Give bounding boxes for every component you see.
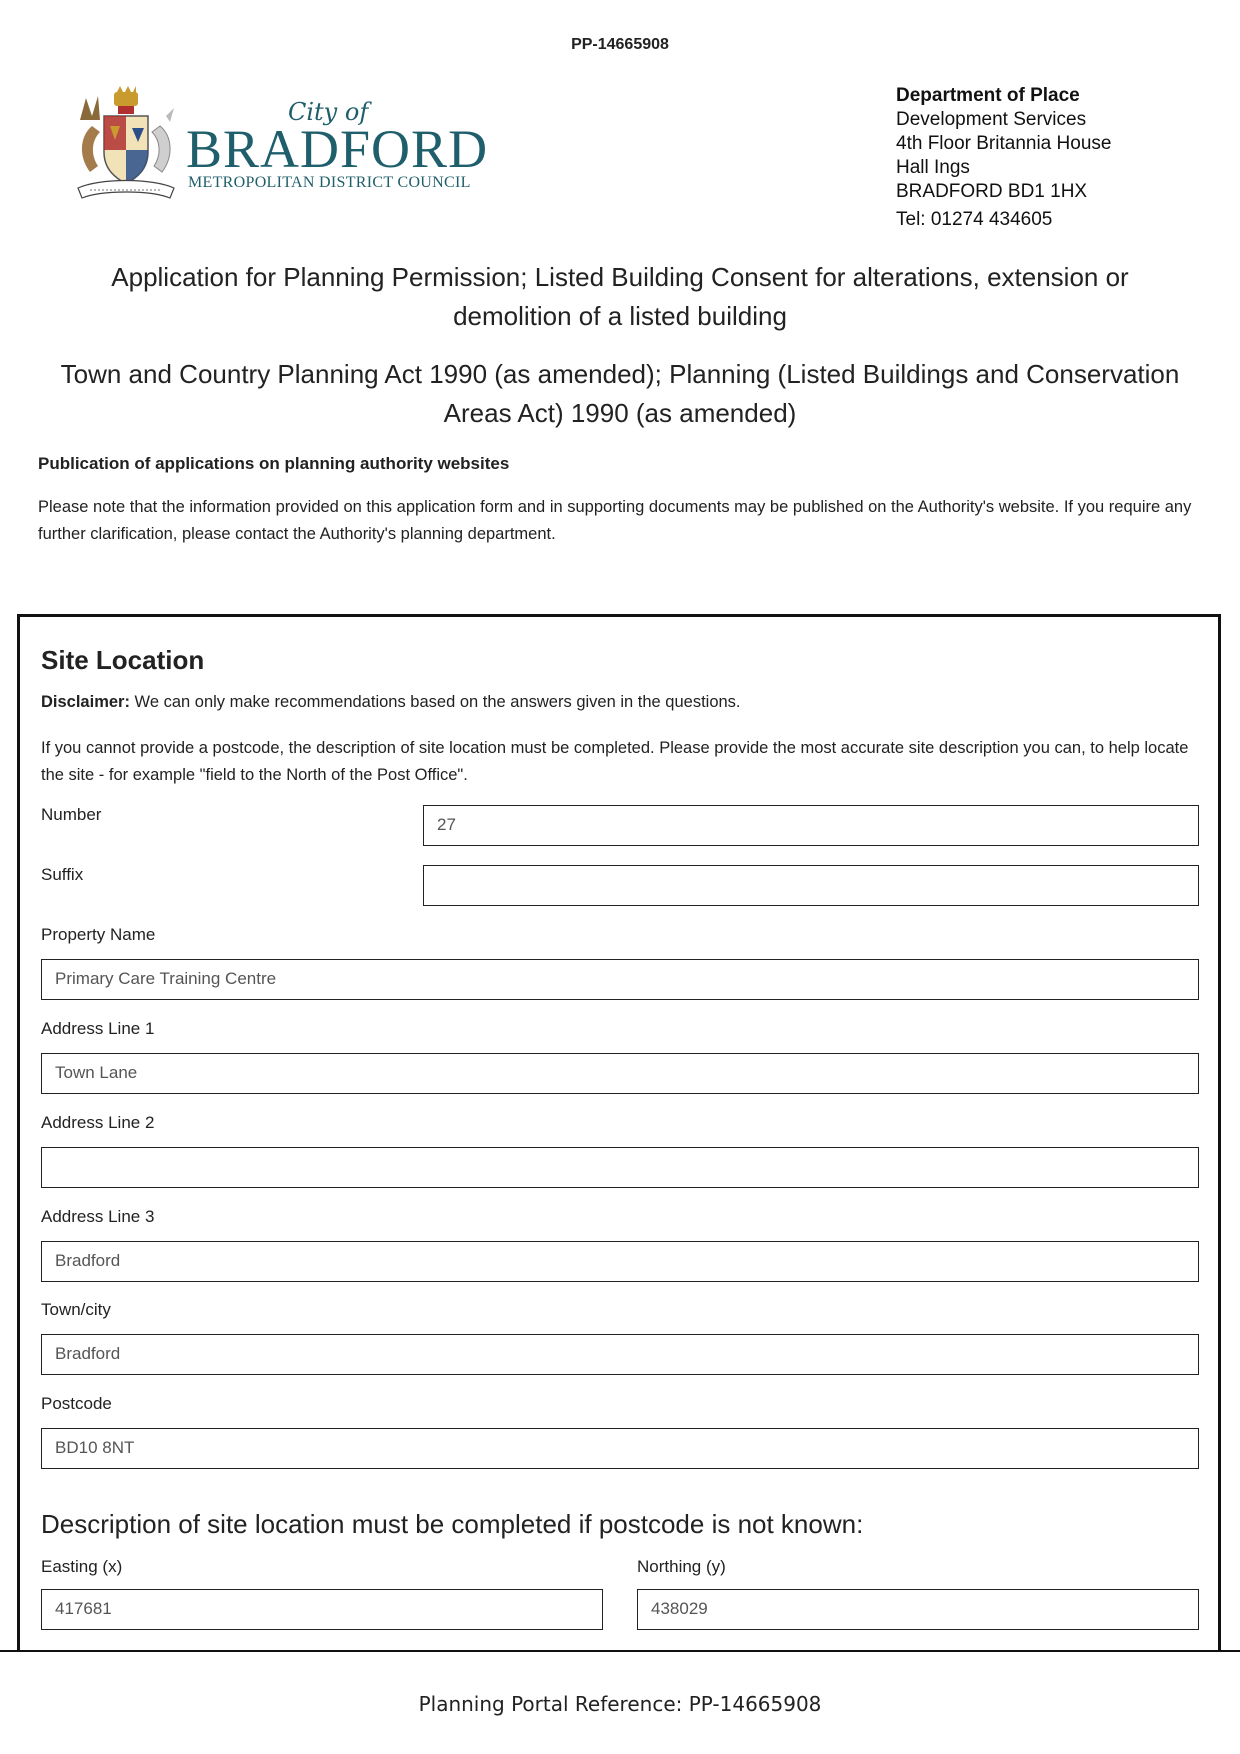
acts-title: Town and Country Planning Act 1990 (as amended); Planning (Listed Buildings and Conservation Areas Act) 1990 (as amended): [60, 359, 1180, 428]
disclaimer-label: Disclaimer:: [41, 693, 130, 711]
easting-label: Easting (x): [41, 1557, 123, 1576]
bradford-council-logo: [70, 86, 490, 206]
department-line-1: Development Services: [896, 109, 1087, 130]
address-line-3-label: Address Line 3: [41, 1207, 155, 1226]
application-title: Application for Planning Permission; Listed Building Consent for alterations, extension or demolition of a listed building: [111, 262, 1129, 331]
footer-divider: [0, 1650, 1240, 1652]
northing-field[interactable]: 438029: [637, 1589, 1199, 1630]
department-line-2: 4th Floor Britannia House: [896, 133, 1112, 154]
suffix-field[interactable]: [423, 865, 1199, 906]
northing-label: Northing (y): [637, 1557, 726, 1576]
logo-city-of: City of: [288, 98, 369, 126]
address-line-1-field[interactable]: Town Lane: [41, 1053, 1199, 1094]
department-line-4: BRADFORD BD1 1HX: [896, 181, 1088, 202]
number-field[interactable]: 27: [423, 805, 1199, 846]
logo-bradford: BRADFORD: [186, 119, 489, 179]
coat-of-arms-icon: [70, 86, 182, 202]
address-line-3-field[interactable]: Bradford: [41, 1241, 1199, 1282]
department-address: [896, 84, 1111, 232]
footer-reference: Planning Portal Reference: PP-14665908: [418, 1692, 822, 1716]
publication-heading: Publication of applications on planning authority websites: [38, 454, 510, 473]
site-location-section: [17, 614, 1221, 1650]
town-city-label: Town/city: [41, 1300, 111, 1319]
postcode-field[interactable]: BD10 8NT: [41, 1428, 1199, 1469]
disclaimer: [41, 693, 741, 712]
address-line-2-label: Address Line 2: [41, 1113, 155, 1132]
top-reference: PP-14665908: [571, 36, 669, 53]
department-line-3: Hall Ings: [896, 157, 970, 178]
description-title: Description of site location must be completed if postcode is not known:: [41, 1509, 864, 1539]
address-line-2-field[interactable]: [41, 1147, 1199, 1188]
property-name-field[interactable]: Primary Care Training Centre: [41, 959, 1199, 1000]
publication-text: Please note that the information provided on this application form and in supporting documents may be published on the Authority's website. If you require any further clarification, please contact the Authority's planning department.: [38, 498, 1192, 543]
town-city-field[interactable]: Bradford: [41, 1334, 1199, 1375]
section-title: Site Location: [41, 645, 205, 675]
suffix-label: Suffix: [41, 865, 84, 884]
property-name-label: Property Name: [41, 925, 156, 944]
easting-field[interactable]: 417681: [41, 1589, 603, 1630]
number-label: Number: [41, 805, 102, 824]
department-tel: Tel: 01274 434605: [896, 209, 1053, 230]
logo-council: METROPOLITAN DISTRICT COUNCIL: [188, 174, 471, 191]
department-name: Department of Place: [896, 85, 1080, 106]
site-instruction: If you cannot provide a postcode, the description of site location must be completed. Please provide the most accurate site description you can, to help locate the site - for example "field to the North of the Post Office".: [41, 739, 1189, 784]
disclaimer-text: We can only make recommendations based on the answers given in the questions.: [129, 693, 741, 711]
address-line-1-label: Address Line 1: [41, 1019, 155, 1038]
postcode-label: Postcode: [41, 1394, 112, 1413]
